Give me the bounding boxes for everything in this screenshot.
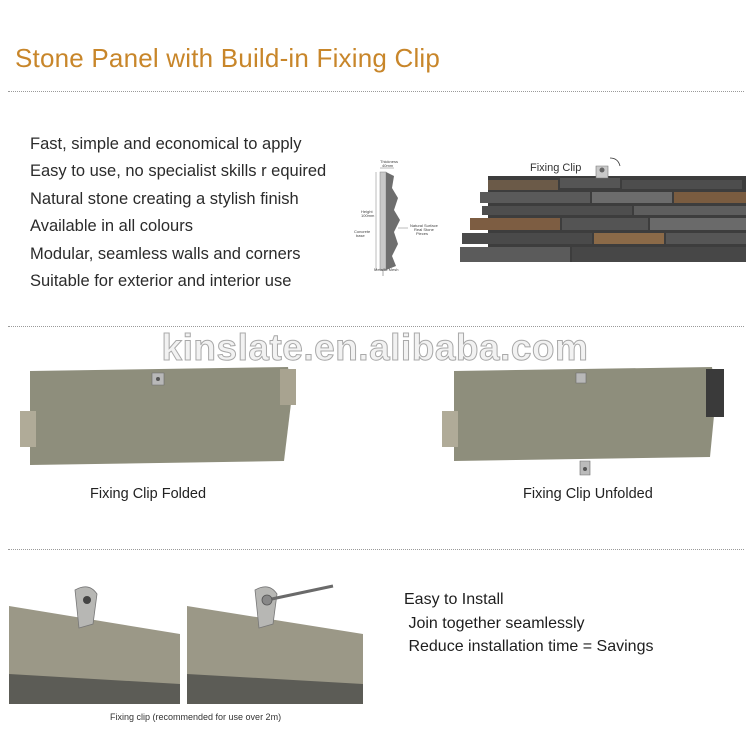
concrete-label: Concrete [354,229,371,234]
clip-with-screw-image [187,584,363,704]
concrete-label-2: base [356,233,365,238]
cross-section-diagram [352,158,464,278]
divider [8,91,744,92]
fixing-clip-note: Fixing clip (recommended for use over 2m) [110,712,282,722]
divider [8,549,744,550]
feature-item: Easy to use, no specialist skills r equired [30,162,327,181]
thickness-value: 40mm [382,163,394,168]
feature-item: Natural stone creating a stylish finish [30,189,299,208]
install-benefits [404,588,653,659]
feature-item: Suitable for exterior and interior use [30,272,292,291]
height-label: Height [361,209,373,214]
thickness-label: Thickness [380,159,399,164]
page-title: Stone Panel with Build-in Fixing Clip [15,43,441,73]
feature-item: Available in all colours [30,217,193,236]
feature-item: Fast, simple and economical to apply [30,135,302,153]
caption-folded: Fixing Clip Folded [90,486,207,502]
natural-surface-label-3: Pieces [416,231,429,236]
watermark: kinslate.en.alibaba.com [161,327,589,368]
install-item: Reduce installation time = Savings [404,638,654,655]
stone-block-folded-image [18,365,298,470]
clip-closeup-image [9,584,180,704]
mesh-label: Metallic Mesh [374,267,399,272]
natural-surface-label-2: Real Stone [414,227,434,232]
natural-surface-label: Natural Surface [410,223,438,228]
stone-panel-image [460,152,746,266]
install-item: Join together seamlessly [404,614,585,632]
fixing-clip-label: Fixing Clip [530,162,582,174]
feature-list [30,131,326,295]
feature-item: Modular, seamless walls and corners [30,244,301,263]
stone-block-unfolded-image [440,365,725,480]
caption-unfolded: Fixing Clip Unfolded [523,486,653,502]
install-item: Easy to Install [404,591,504,608]
height-value: 100mm [361,213,375,218]
